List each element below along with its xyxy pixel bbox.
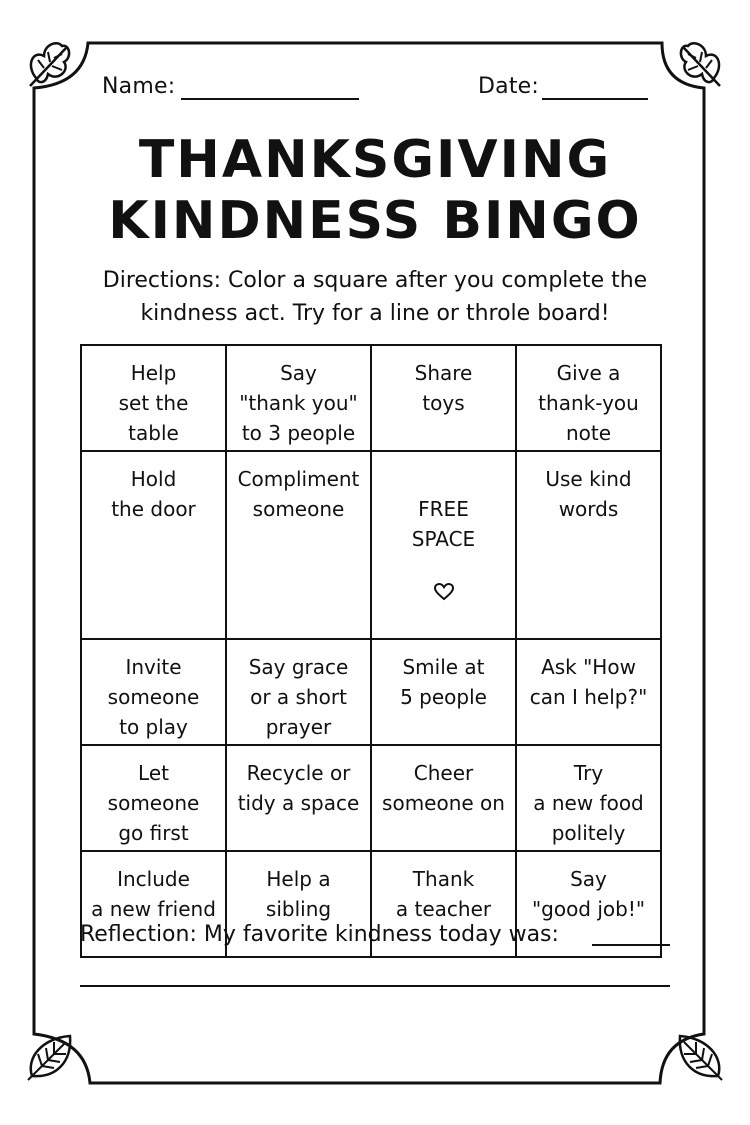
free-space-label: FREE SPACE bbox=[411, 497, 476, 551]
date-label: Date: bbox=[478, 74, 539, 99]
reflection-blank-line[interactable] bbox=[80, 985, 670, 987]
bingo-square[interactable]: Let someone go first bbox=[81, 745, 226, 851]
leaf-icon bbox=[22, 1028, 78, 1084]
bingo-square[interactable]: Thank a teacher bbox=[371, 851, 516, 957]
title-line-2: KINDNESS BINGO bbox=[108, 191, 642, 251]
heart-outline-icon bbox=[376, 556, 511, 608]
board-row bbox=[81, 745, 661, 851]
free-space-square[interactable] bbox=[371, 451, 516, 639]
name-blank-line[interactable] bbox=[181, 98, 359, 100]
bingo-square[interactable]: Help set the table bbox=[81, 345, 226, 451]
bingo-square[interactable]: Cheer someone on bbox=[371, 745, 516, 851]
bingo-board bbox=[80, 344, 662, 958]
bingo-square[interactable]: Compliment someone bbox=[226, 451, 371, 639]
bingo-square[interactable]: Say grace or a short prayer bbox=[226, 639, 371, 745]
bingo-square[interactable]: Share toys bbox=[371, 345, 516, 451]
bingo-square[interactable]: Use kind words bbox=[516, 451, 661, 639]
bingo-square[interactable]: Give a thank-you note bbox=[516, 345, 661, 451]
bingo-square[interactable]: Say "thank you" to 3 people bbox=[226, 345, 371, 451]
leaf-icon bbox=[22, 36, 78, 92]
page-title bbox=[0, 130, 750, 252]
title-line-1: THANKSGIVING bbox=[138, 130, 612, 190]
date-blank-line[interactable] bbox=[542, 98, 648, 100]
bingo-square[interactable]: Include a new friend bbox=[81, 851, 226, 957]
board-row bbox=[81, 451, 661, 639]
bingo-square[interactable]: Smile at 5 people bbox=[371, 639, 516, 745]
leaf-icon bbox=[672, 36, 728, 92]
bingo-square[interactable]: Hold the door bbox=[81, 451, 226, 639]
directions-text: Directions: Color a square after you complete the kindness act. Try for a line or throle board! bbox=[102, 268, 648, 326]
reflection-blank-line[interactable] bbox=[592, 944, 670, 946]
bingo-square[interactable]: Say "good job!" bbox=[516, 851, 661, 957]
bingo-square[interactable]: Invite someone to play bbox=[81, 639, 226, 745]
board-row bbox=[81, 345, 661, 451]
reflection-prompt: Reflection: My favorite kindness today was: bbox=[80, 922, 559, 947]
bingo-square[interactable]: Recycle or tidy a space bbox=[226, 745, 371, 851]
bingo-square[interactable]: Try a new food politely bbox=[516, 745, 661, 851]
bingo-square[interactable]: Help a sibling bbox=[226, 851, 371, 957]
name-label: Name: bbox=[102, 74, 176, 99]
leaf-icon bbox=[672, 1028, 728, 1084]
board-row bbox=[81, 639, 661, 745]
bingo-square[interactable]: Ask "How can I help?" bbox=[516, 639, 661, 745]
